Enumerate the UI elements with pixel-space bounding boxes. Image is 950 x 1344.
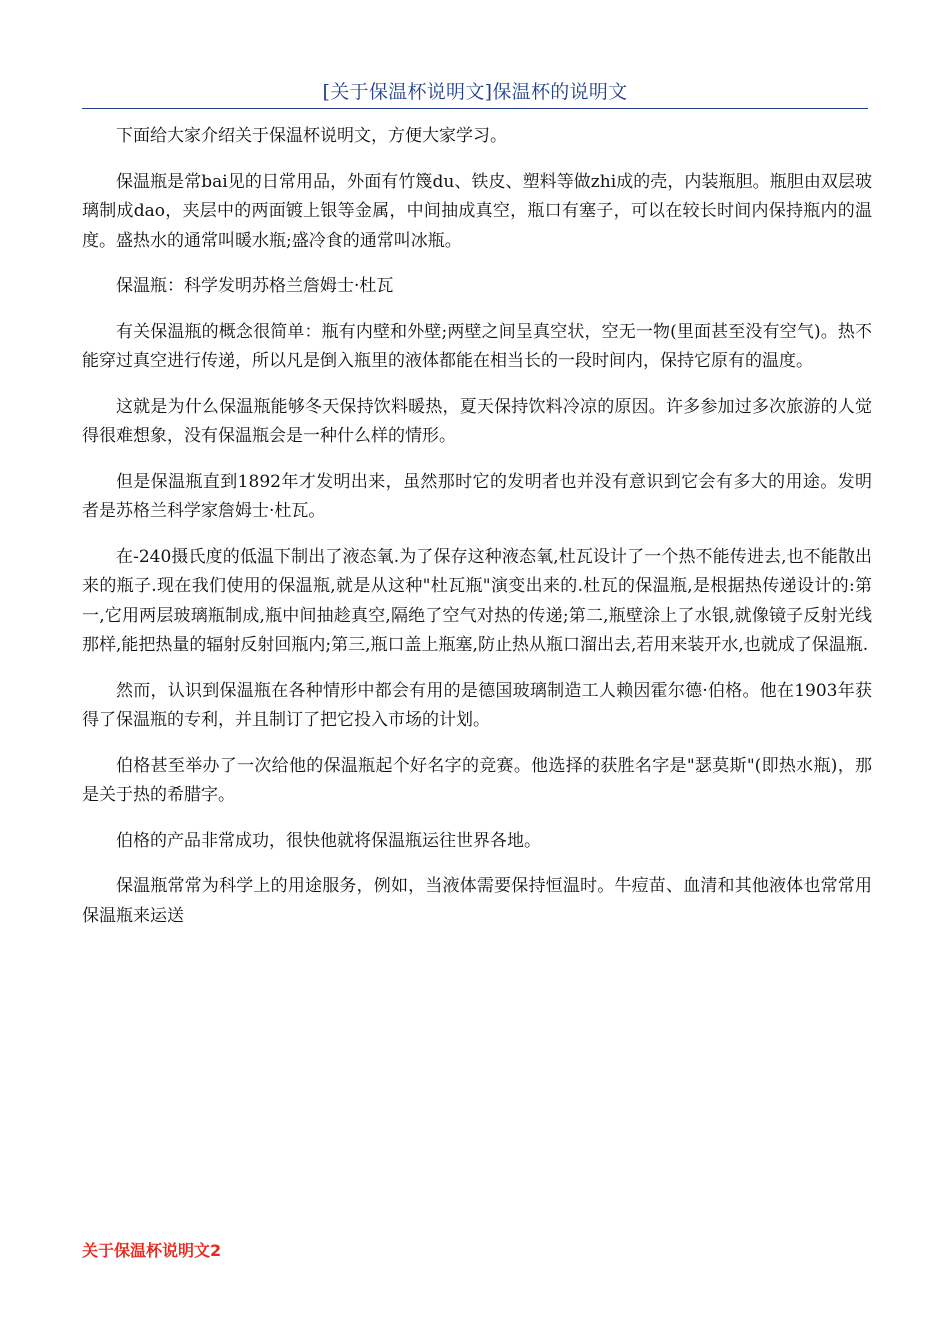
header-divider (82, 108, 868, 109)
paragraph-concept: 有关保温瓶的概念很简单：瓶有内壁和外壁;两壁之间呈真空状，空无一物(里面甚至没有空气)。热不能穿过真空进行传递，所以凡是倒入瓶里的液体都能在相当长的一段时间内，保持它原有的温度。 (82, 321, 872, 371)
paragraph-intro: 下面给大家介绍关于保温杯说明文，方便大家学习。 (116, 126, 507, 146)
paragraph-burger: 然而，认识到保温瓶在各种情形中都会有用的是德国玻璃制造工人赖因霍尔德·伯格。他在1903年获得了保温瓶的专利，并且制订了把它投入市场的计划。 (82, 680, 872, 730)
paragraph-subheading: 保温瓶：科学发明苏格兰詹姆士·杜瓦 (116, 276, 394, 296)
page-header-title: [关于保温杯说明文]保温杯的说明文 (322, 81, 628, 103)
paragraph-usage: 这就是为什么保温瓶能够冬天保持饮料暖热，夏天保持饮料冷凉的原因。许多参加过多次旅游的人觉得很难想象，没有保温瓶会是一种什么样的情形。 (82, 396, 872, 446)
paragraph-dewar-flask: 在-240摄氏度的低温下制出了液态氧.为了保存这种液态氧,杜瓦设计了一个热不能传进去,也不能散出来的瓶子.现在我们使用的保温瓶,就是从这种"杜瓦瓶"演变出来的.杜瓦的保温瓶,是根据热传递设计的:第一,它用两层玻璃瓶制成,瓶中间抽趁真空,隔绝了空气对热的传递;第二,瓶壁涂上了水银,就像镜子反射光线那样,能把热量的辐射反射回瓶内;第三,瓶口盖上瓶塞,防止热从瓶口溜出去,若用来装开水,也就成了保温瓶. (82, 546, 872, 655)
document-body (82, 122, 872, 947)
paragraph-thermos-definition: 保温瓶是常bai见的日常用品，外面有竹篾du、铁皮、塑料等做zhi成的壳，内装瓶胆。瓶胆由双层玻璃制成dao，夹层中的两面镀上银等金属，中间抽成真空，瓶口有塞子，可以在较长时间内保持瓶内的温度。盛热水的通常叫暖水瓶;盛冷食的通常叫冰瓶。 (82, 171, 872, 251)
section-heading: 关于保温杯说明文2 (82, 1241, 222, 1260)
paragraph-naming: 伯格甚至举办了一次给他的保温瓶起个好名字的竞赛。他选择的获胜名字是"瑟莫斯"(即热水瓶)，那是关于热的希腊字。 (82, 755, 872, 805)
paragraph-science-use: 保温瓶常常为科学上的用途服务，例如，当液体需要保持恒温时。牛痘苗、血清和其他液体也常常用保温瓶来运送 (82, 876, 872, 926)
paragraph-invention: 但是保温瓶直到1892年才发明出来，虽然那时它的发明者也并没有意识到它会有多大的用途。发明者是苏格兰科学家詹姆士·杜瓦。 (82, 471, 872, 521)
paragraph-success: 伯格的产品非常成功，很快他就将保温瓶运往世界各地。 (116, 830, 541, 851)
